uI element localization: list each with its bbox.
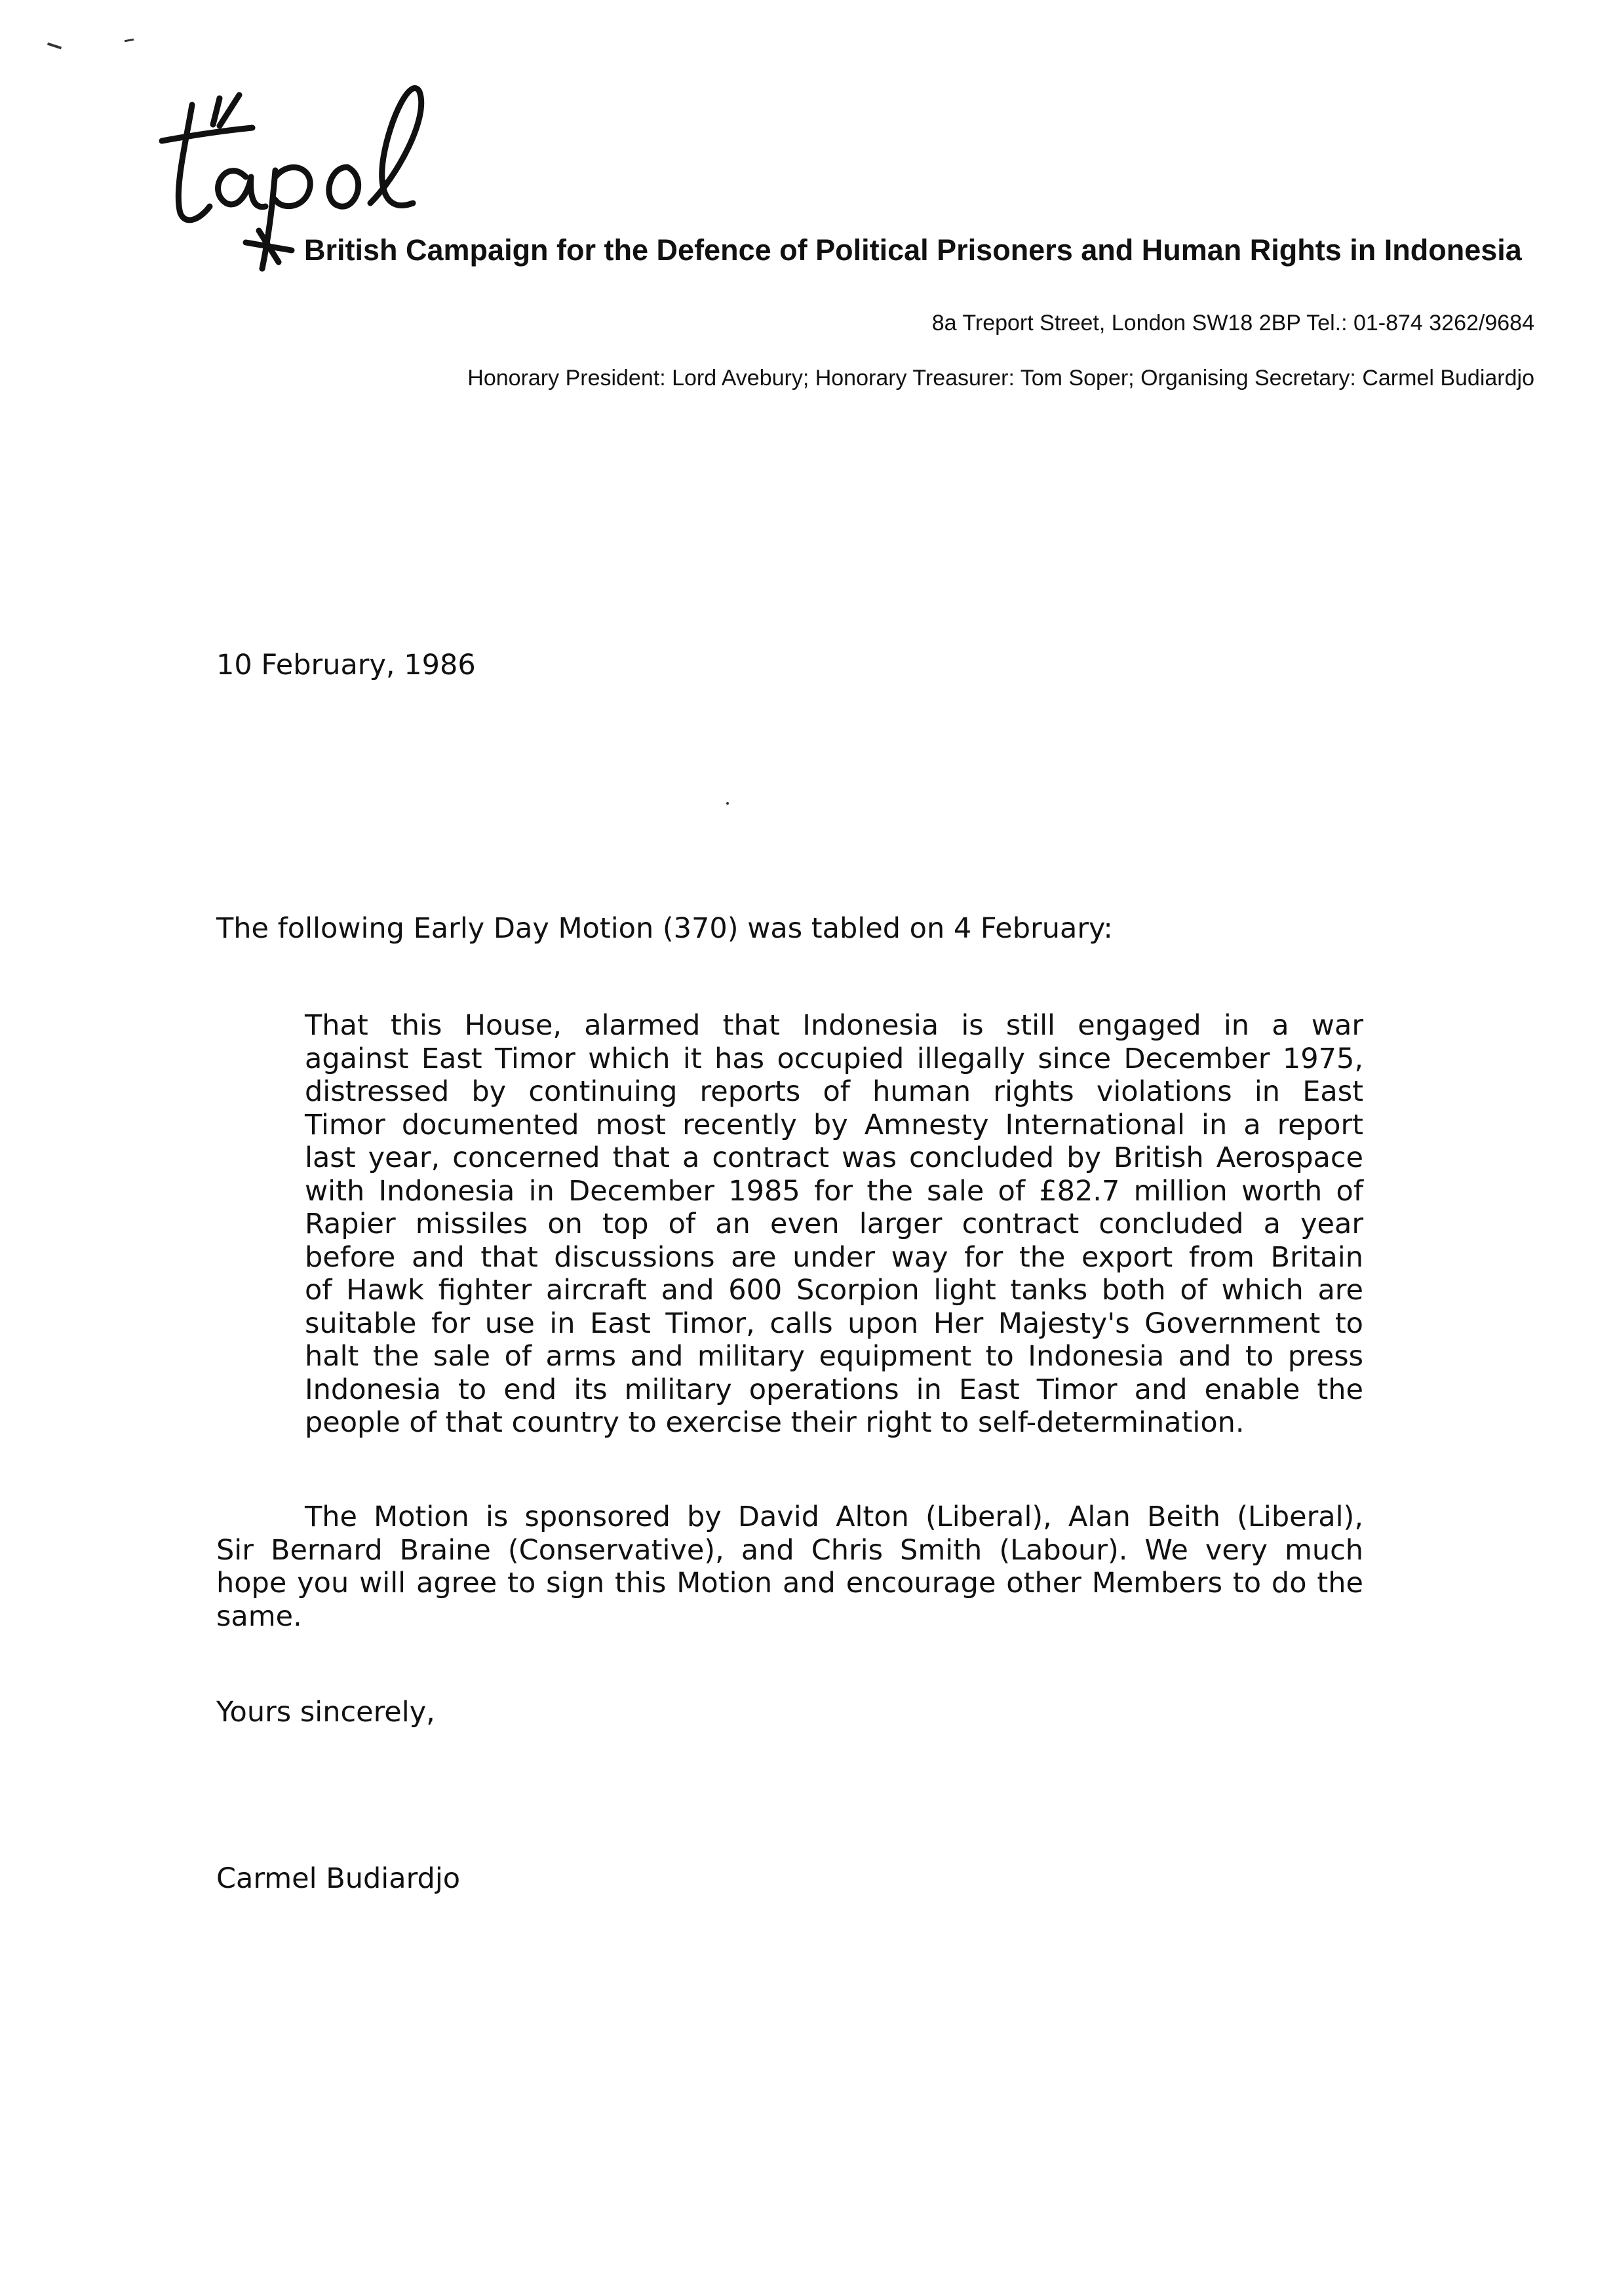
motion-intro: The following Early Day Motion (370) was tabled on 4 February: [216, 912, 1113, 945]
scan-speck [726, 802, 729, 805]
sponsors-line: The Motion is sponsored by David Alton (Liberal), Alan Beith (Liberal), [305, 1501, 1363, 1533]
organisation-address: 8a Treport Street, London SW18 2BP Tel.: 01-874 3262/9684 [931, 311, 1534, 335]
organisation-officers: Honorary President: Lord Avebury; Honorary Treasurer: Tom Soper; Organising Secretary: Carmel Budiardjo [467, 366, 1534, 391]
scan-speck [47, 43, 62, 50]
motion-line: Timor documented most recently by Amnesty International in a report [305, 1108, 1363, 1141]
motion-line: before and that discussions are under way for the export from Britain [305, 1240, 1363, 1274]
sponsors-line: hope you will agree to sign this Motion and encourage other Members to do the [216, 1567, 1363, 1599]
motion-line: with Indonesia in December 1985 for the sale of £82.7 million worth of [305, 1174, 1363, 1208]
motion-line: people of that country to exercise their right to self-determination. [305, 1406, 1245, 1439]
closing-salutation: Yours sincerely, [216, 1696, 435, 1729]
scan-speck [125, 39, 134, 42]
motion-line: of Hawk fighter aircraft and 600 Scorpion light tanks both of which are [305, 1274, 1363, 1307]
motion-line: distressed by continuing reports of human rights violations in East [305, 1075, 1363, 1108]
letter-date: 10 February, 1986 [216, 649, 476, 681]
motion-text [305, 1009, 1363, 1440]
motion-line: That this House, alarmed that Indonesia is still engaged in a war [305, 1009, 1363, 1042]
motion-line: Rapier missiles on top of an even larger contract concluded a year [305, 1208, 1363, 1240]
organisation-name: British Campaign for the Defence of Political Prisoners and Human Rights in Indonesia [304, 233, 1522, 267]
sponsors-paragraph [216, 1501, 1363, 1633]
sponsors-line: same. [216, 1599, 302, 1633]
sponsors-line: Sir Bernard Braine (Conservative), and Chris Smith (Labour). We very much [216, 1533, 1363, 1567]
signatory-name: Carmel Budiardjo [216, 1862, 461, 1895]
motion-line: last year, concerned that a contract was concluded by British Aerospace [305, 1141, 1363, 1174]
motion-line: halt the sale of arms and military equipment to Indonesia and to press [305, 1340, 1363, 1373]
motion-line: against East Timor which it has occupied illegally since December 1975, [305, 1042, 1363, 1075]
motion-line: Indonesia to end its military operations in East Timor and enable the [305, 1373, 1363, 1406]
motion-line: suitable for use in East Timor, calls upon Her Majesty's Government to [305, 1307, 1363, 1340]
